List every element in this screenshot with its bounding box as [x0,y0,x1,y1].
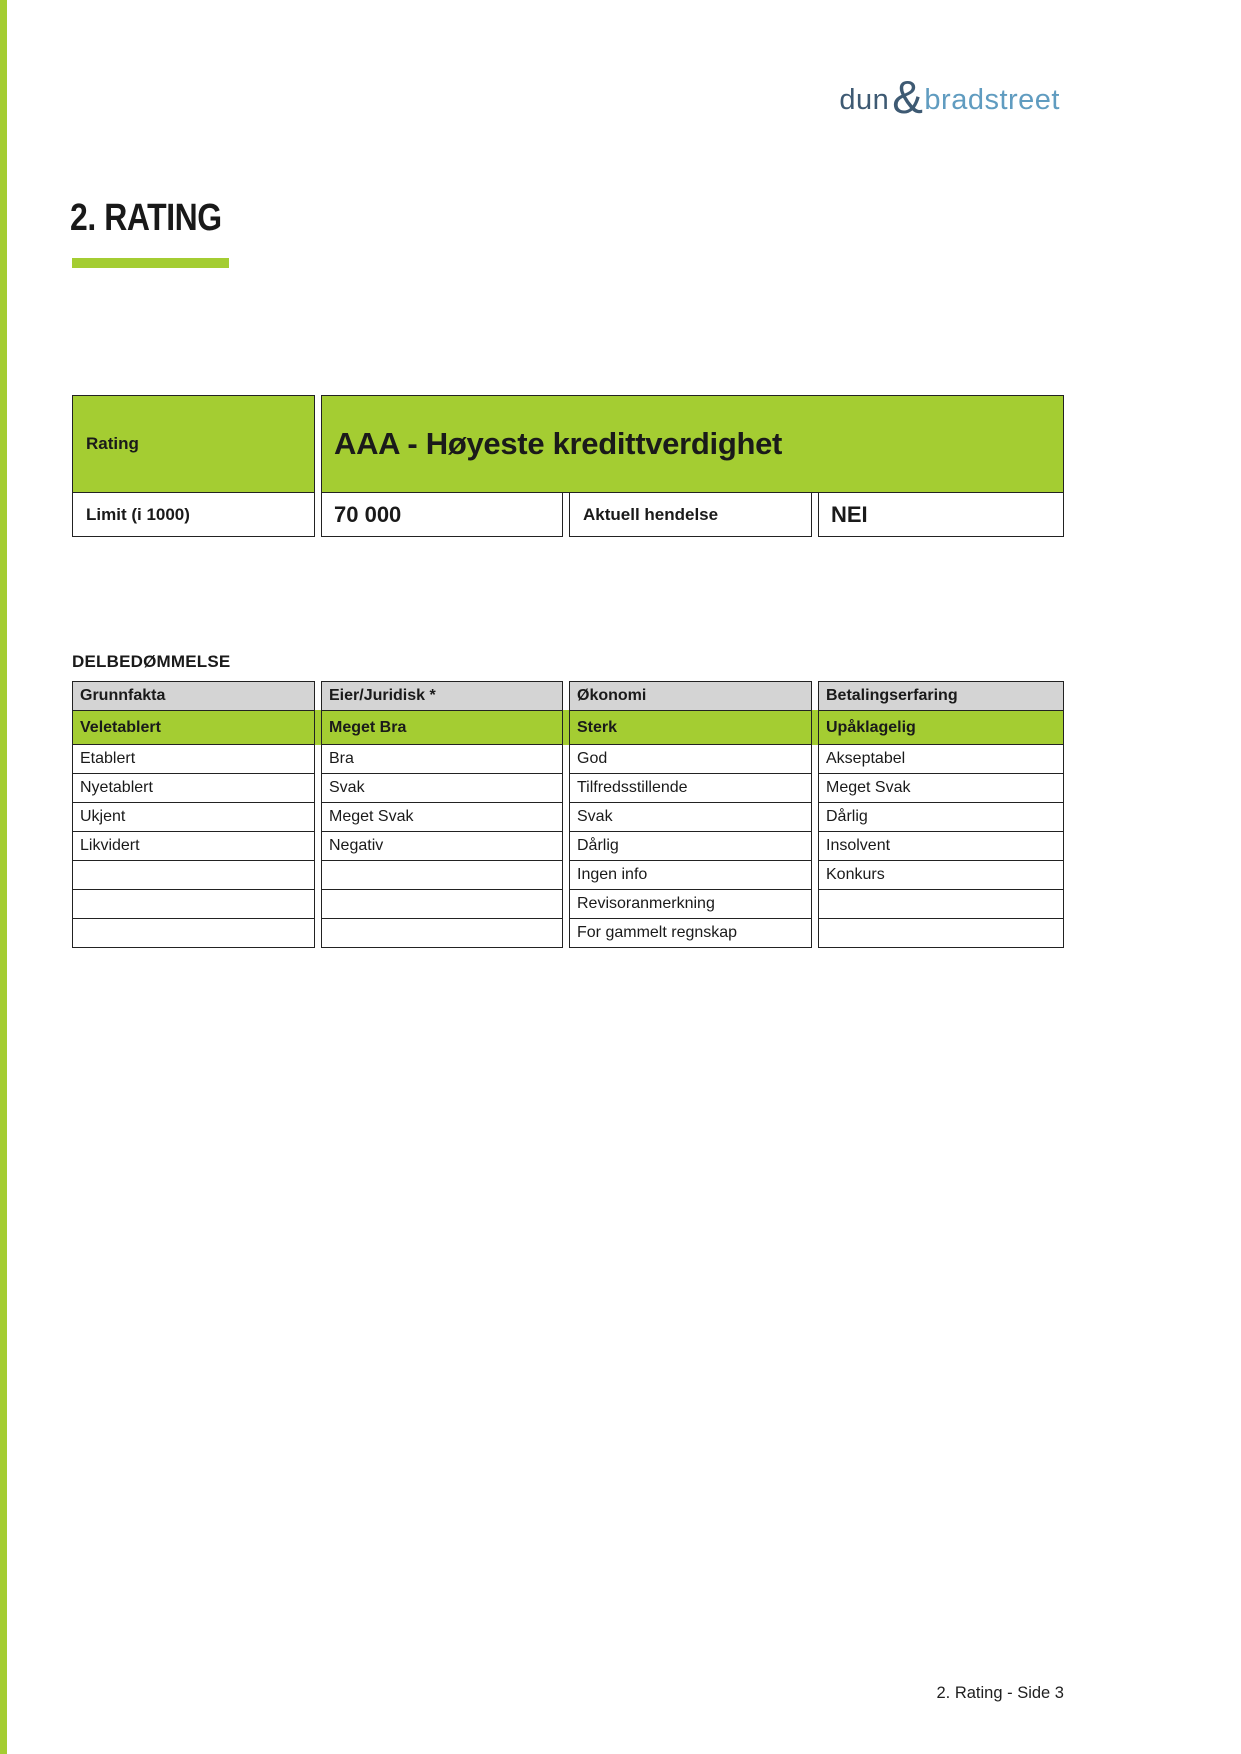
table-cell: Ingen info [569,860,812,890]
logo-ampersand-icon: & [892,71,924,123]
table-cell [72,889,315,919]
table-cell [321,918,563,948]
assessment-row [72,918,1064,948]
header-cell-betalingserfaring: Betalingserfaring [818,681,1064,711]
table-cell: Dårlig [818,802,1064,832]
selected-cell: Meget Bra [321,710,563,745]
assessment-row [72,860,1064,890]
logo-text-dun: dun [839,84,890,116]
header-cell-eier-juridisk: Eier/Juridisk * [321,681,563,711]
limit-row [72,492,1064,537]
page-title: 2. RATING [70,197,222,239]
left-edge-accent-bar [0,0,7,1754]
table-cell [72,860,315,890]
table-cell: Revisoranmerkning [569,889,812,919]
table-cell: Meget Svak [321,802,563,832]
table-cell: Nyetablert [72,773,315,803]
table-cell: Insolvent [818,831,1064,861]
table-cell: Meget Svak [818,773,1064,803]
table-cell [321,889,563,919]
dnb-logo [839,70,1060,123]
selected-rating-row [72,710,1064,745]
selected-cell: Sterk [569,710,812,745]
table-cell: Svak [321,773,563,803]
assessment-header-row [72,681,1064,711]
assessment-row [72,889,1064,919]
table-cell: Svak [569,802,812,832]
table-cell: Bra [321,744,563,774]
section-title-delbedommelse: DELBEDØMMELSE [72,652,231,671]
assessment-row [72,773,1064,803]
rating-row [72,395,1064,493]
table-cell: Tilfredsstillende [569,773,812,803]
rating-value-cell: AAA - Høyeste kredittverdighet [321,395,1064,493]
limit-label-cell: Limit (i 1000) [72,492,315,537]
table-cell: For gammelt regnskap [569,918,812,948]
title-underline [72,258,229,268]
table-cell: Ukjent [72,802,315,832]
assessment-row [72,744,1064,774]
selected-cell: Veletablert [72,710,315,745]
rating-table [72,395,1064,537]
table-cell: Akseptabel [818,744,1064,774]
table-cell [72,918,315,948]
selected-cell: Upåklagelig [818,710,1064,745]
table-cell: Negativ [321,831,563,861]
table-cell: Likvidert [72,831,315,861]
page-footer: 2. Rating - Side 3 [936,1684,1064,1702]
limit-value-cell: 70 000 [321,492,563,537]
logo-text-bradstreet: bradstreet [924,84,1060,116]
table-cell [321,860,563,890]
table-cell: Dårlig [569,831,812,861]
event-label-cell: Aktuell hendelse [569,492,812,537]
rating-label-cell: Rating [72,395,315,493]
event-value-cell: NEI [818,492,1064,537]
table-cell: Konkurs [818,860,1064,890]
assessment-table [72,681,1064,948]
assessment-row [72,802,1064,832]
assessment-row [72,831,1064,861]
table-cell [818,889,1064,919]
table-cell: Etablert [72,744,315,774]
table-cell: God [569,744,812,774]
header-cell-grunnfakta: Grunnfakta [72,681,315,711]
table-cell [818,918,1064,948]
header-cell-okonomi: Økonomi [569,681,812,711]
